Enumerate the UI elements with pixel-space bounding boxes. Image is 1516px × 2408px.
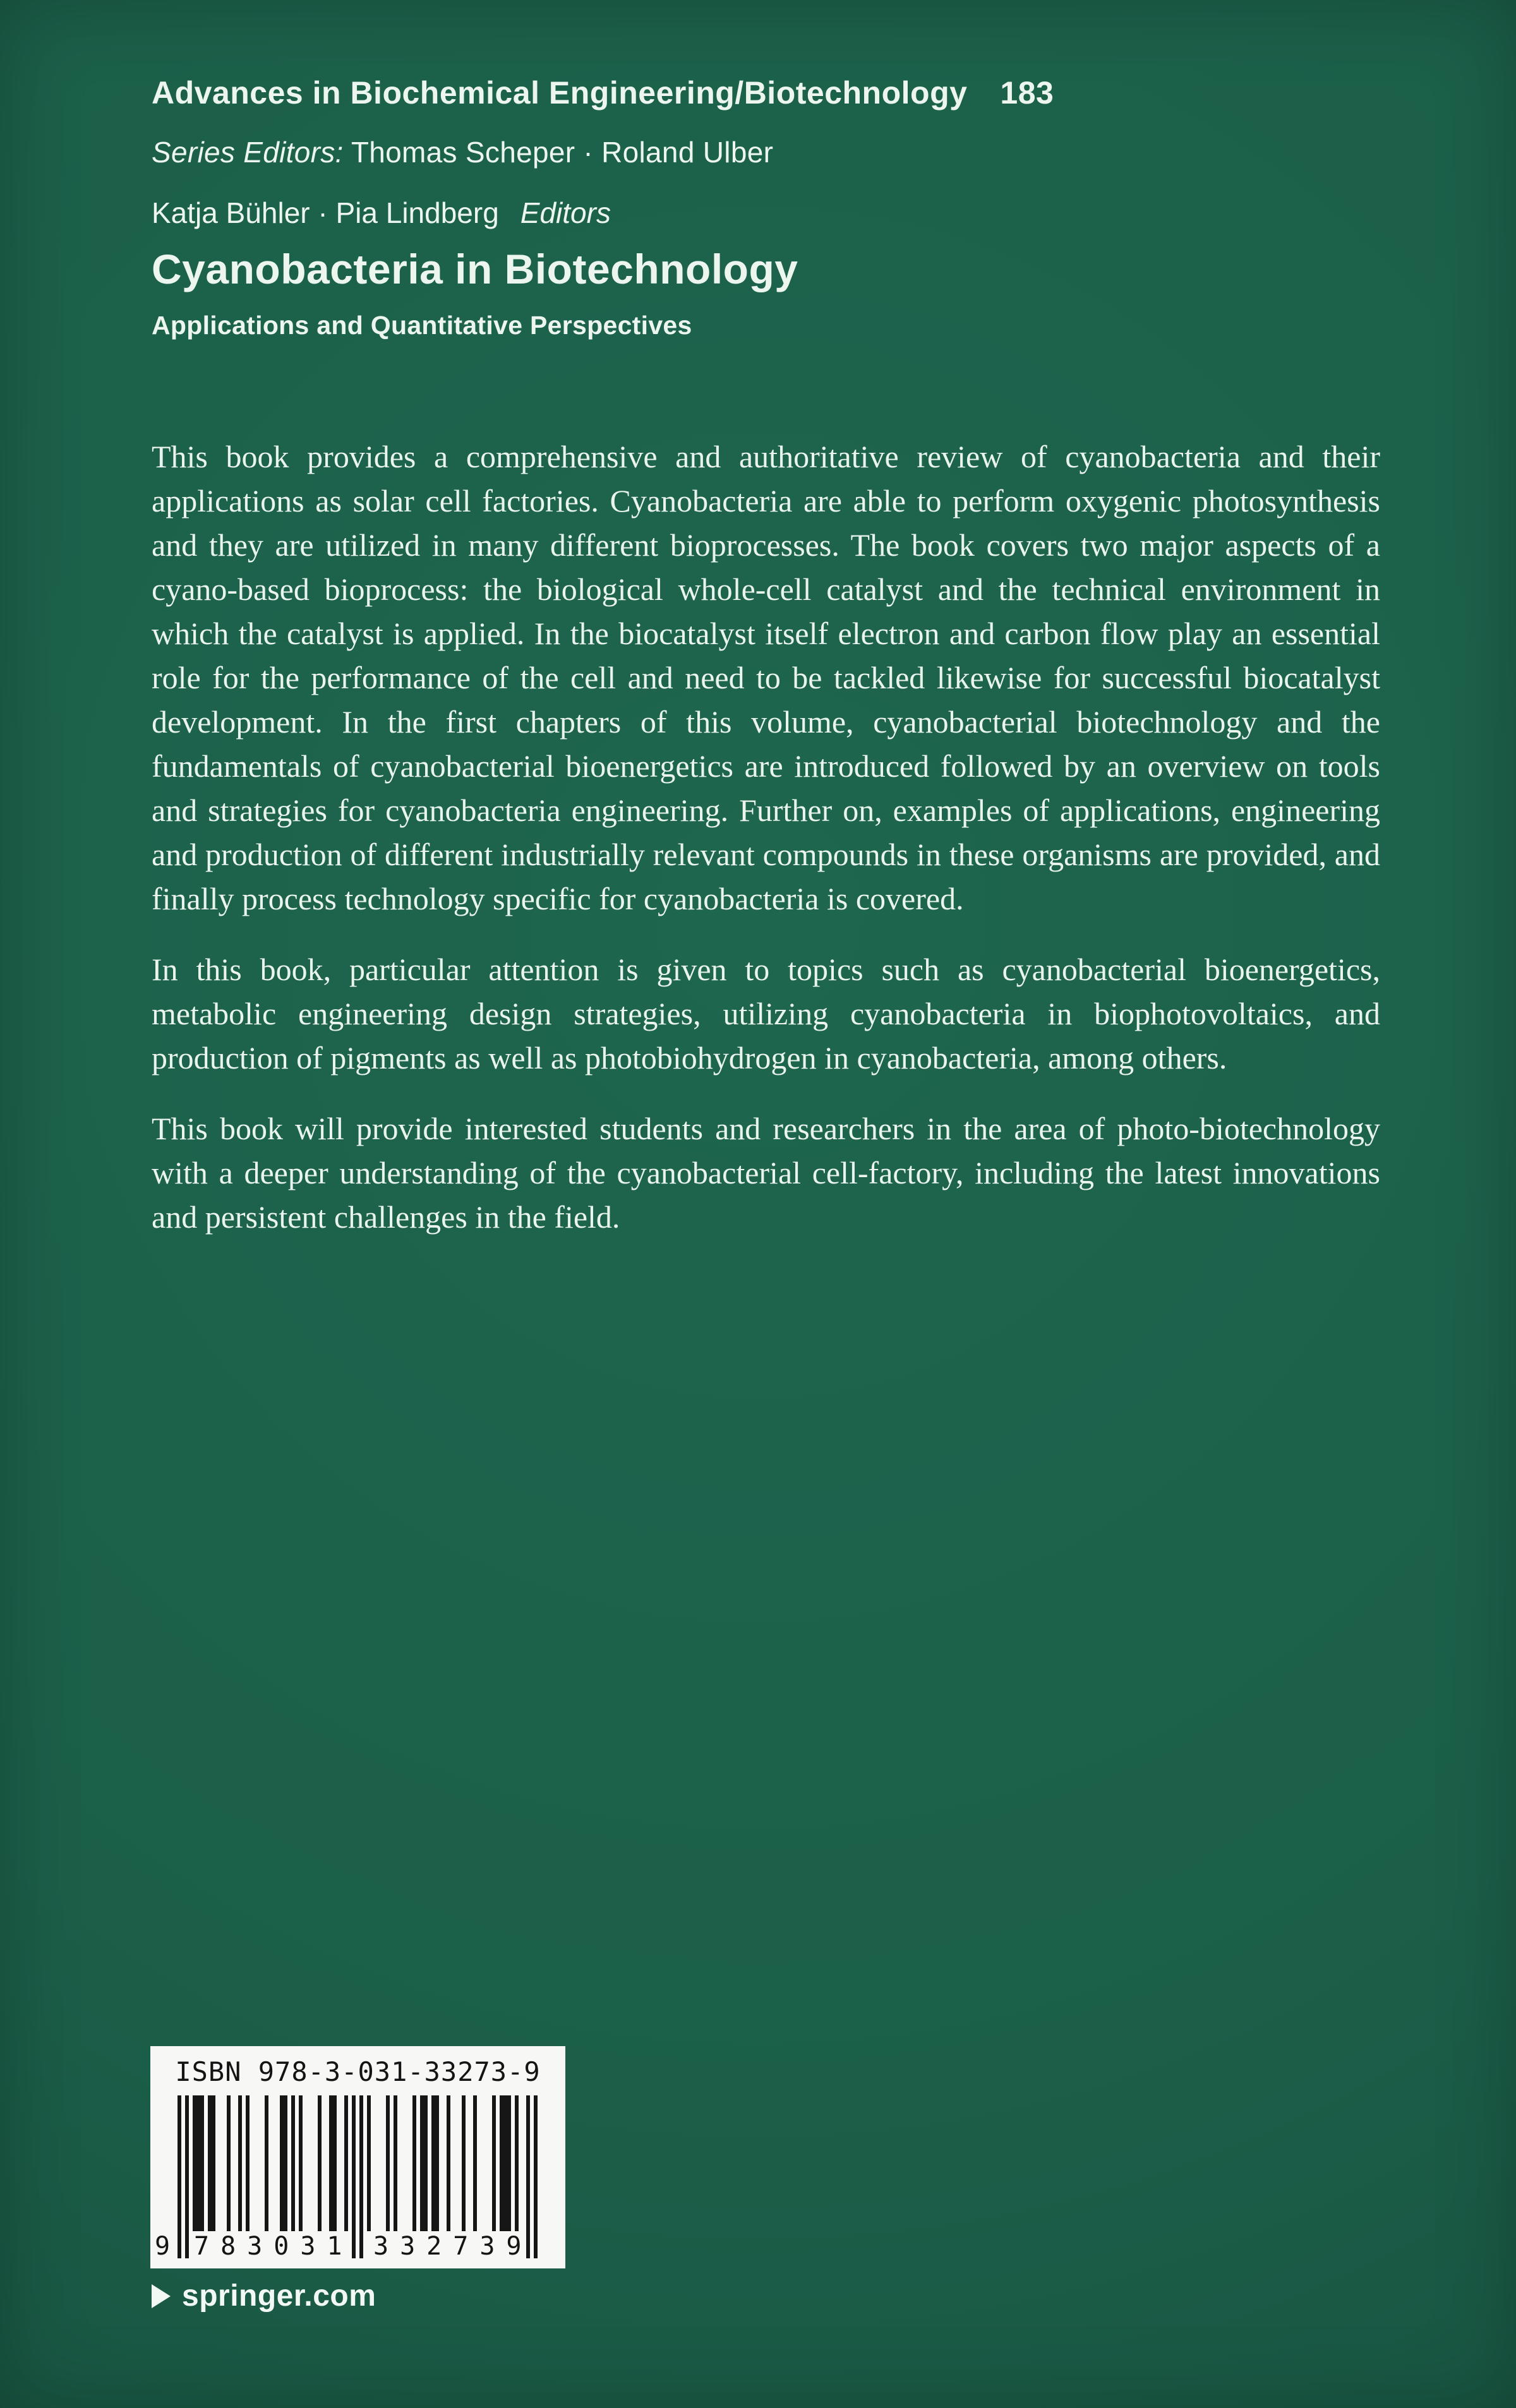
editors-label: Editors [520, 196, 611, 229]
series-editors-label: Series Editors: [152, 136, 344, 169]
series-header [152, 75, 1054, 111]
description-paragraph-3: This book will provide interested students and researchers in the area of photo-biotechnology with a deeper understanding of the cyanobacterial cell-factory, including the latest innovations and persistent challenges in the field. [152, 1111, 1380, 1235]
volume-editors-names: Katja Bühler · Pia Lindberg [152, 196, 499, 229]
series-title: Advances in Biochemical Engineering/Biotechnology [152, 75, 968, 111]
play-arrow-icon [152, 2284, 171, 2308]
barcode-first-digit: 9 [155, 2232, 171, 2261]
isbn-label: ISBN 978-3-031-33273-9 [175, 2056, 541, 2087]
series-editors-names: Thomas Scheper · Roland Ulber [351, 136, 774, 169]
barcode-digit-group-left: 783031 [194, 2232, 354, 2261]
publisher-footer [152, 2279, 376, 2313]
barcode-digits [155, 2232, 538, 2265]
publisher-url: springer.com [182, 2279, 376, 2313]
book-subtitle: Applications and Quantitative Perspectives [152, 311, 692, 340]
volume-editors-line [152, 196, 611, 230]
description-paragraph-1: This book provides a comprehensive and authoritative review of cyanobacteria and their applications as solar cell factories. Cyanobacteria are able to perform oxygenic photosynthesis and they are utilized in many different bioprocesses. The book covers two major aspects of a cyano-based bioprocess: the biological whole-cell catalyst and the technical environment in which the catalyst is applied. In the biocatalyst itself electron and carbon flow play an essential role for the performance of the cell and need to be tackled likewise for successful biocatalyst development. In the first chapters of this volume, cyanobacterial biotechnology and the fundamentals of cyanobacterial bioenergetics are introduced followed by an overview on tools and strategies for cyanobacteria engineering. Further on, examples of applications, engineering and production of different industrially relevant compounds in these organisms are provided, and finally process technology specific for cyanobacteria is covered. [152, 439, 1380, 916]
book-title: Cyanobacteria in Biotechnology [152, 246, 798, 292]
book-description [152, 434, 1380, 1266]
series-editors-line [152, 135, 773, 169]
isbn-barcode-box [150, 2046, 565, 2268]
description-paragraph-2: In this book, particular attention is given to topics such as cyanobacterial bioenergetics, metabolic engineering design strategies, utilizing cyanobacteria in biophotovoltaics, and production of pigments as well as photobiohydrogen in cyanobacteria, among others. [152, 952, 1380, 1075]
series-number: 183 [1000, 75, 1054, 111]
barcode-digit-group-right: 332739 [373, 2232, 533, 2261]
